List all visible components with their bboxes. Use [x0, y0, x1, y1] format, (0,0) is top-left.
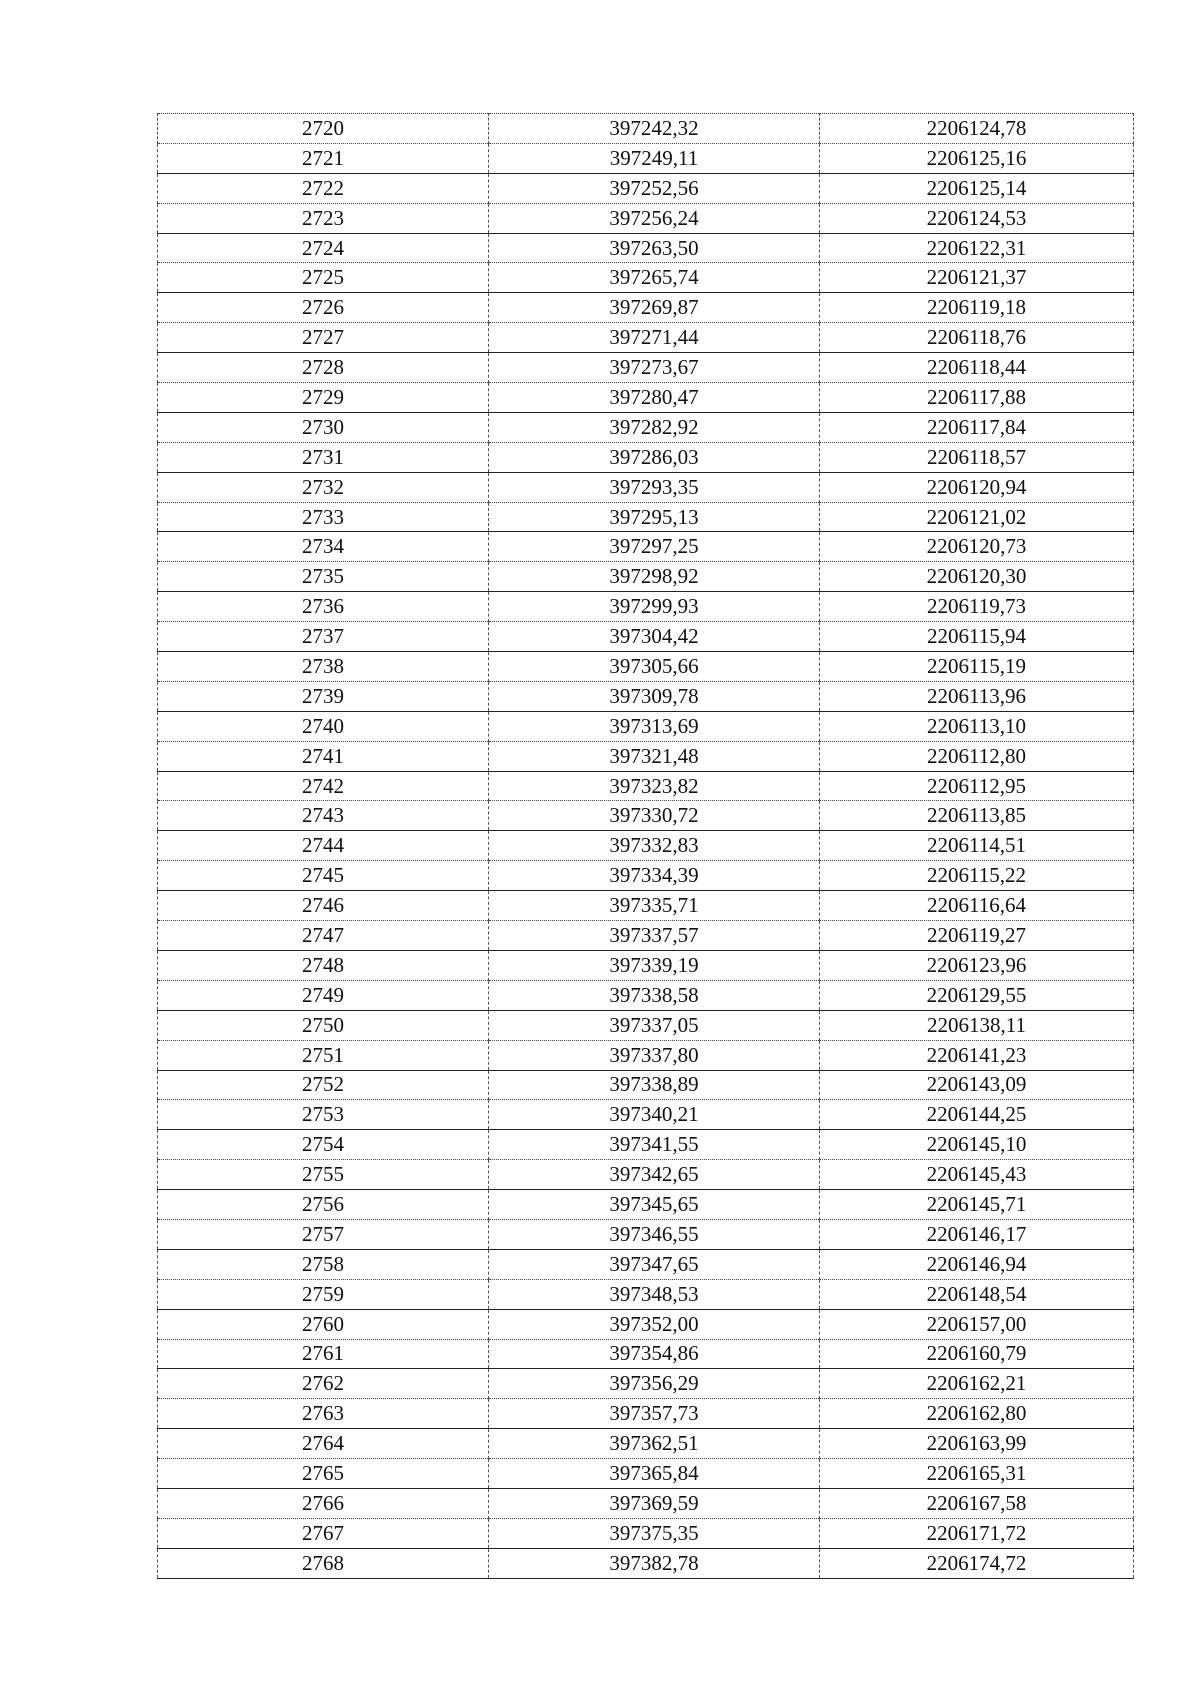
coordinates-table: [157, 113, 1134, 1579]
y-coordinate-cell: 2206115,22: [820, 861, 1134, 891]
point-number-cell: 2742: [158, 771, 489, 801]
table-row: [158, 1010, 1134, 1040]
x-coordinate-cell: 397357,73: [489, 1399, 820, 1429]
point-number-cell: 2753: [158, 1100, 489, 1130]
table-row: [158, 801, 1134, 831]
point-number-cell: 2764: [158, 1429, 489, 1459]
y-coordinate-cell: 2206114,51: [820, 831, 1134, 861]
table-row: [158, 950, 1134, 980]
table-row: [158, 143, 1134, 173]
point-number-cell: 2752: [158, 1070, 489, 1100]
y-coordinate-cell: 2206165,31: [820, 1459, 1134, 1489]
y-coordinate-cell: 2206124,78: [820, 114, 1134, 144]
x-coordinate-cell: 397297,25: [489, 532, 820, 562]
x-coordinate-cell: 397347,65: [489, 1249, 820, 1279]
table-row: [158, 1459, 1134, 1489]
y-coordinate-cell: 2206119,73: [820, 592, 1134, 622]
y-coordinate-cell: 2206113,10: [820, 711, 1134, 741]
y-coordinate-cell: 2206145,71: [820, 1190, 1134, 1220]
table-row: [158, 532, 1134, 562]
x-coordinate-cell: 397242,32: [489, 114, 820, 144]
y-coordinate-cell: 2206122,31: [820, 233, 1134, 263]
table-row: [158, 1100, 1134, 1130]
x-coordinate-cell: 397313,69: [489, 711, 820, 741]
point-number-cell: 2730: [158, 412, 489, 442]
y-coordinate-cell: 2206121,37: [820, 263, 1134, 293]
y-coordinate-cell: 2206125,14: [820, 173, 1134, 203]
y-coordinate-cell: 2206125,16: [820, 143, 1134, 173]
table-row: [158, 502, 1134, 532]
y-coordinate-cell: 2206143,09: [820, 1070, 1134, 1100]
point-number-cell: 2761: [158, 1339, 489, 1369]
x-coordinate-cell: 397304,42: [489, 622, 820, 652]
table-row: [158, 412, 1134, 442]
y-coordinate-cell: 2206118,76: [820, 323, 1134, 353]
point-number-cell: 2745: [158, 861, 489, 891]
table-row: [158, 741, 1134, 771]
y-coordinate-cell: 2206119,27: [820, 921, 1134, 951]
y-coordinate-cell: 2206138,11: [820, 1010, 1134, 1040]
y-coordinate-cell: 2206120,30: [820, 562, 1134, 592]
point-number-cell: 2767: [158, 1518, 489, 1548]
table-row: [158, 622, 1134, 652]
y-coordinate-cell: 2206113,96: [820, 681, 1134, 711]
point-number-cell: 2758: [158, 1249, 489, 1279]
table-row: [158, 442, 1134, 472]
x-coordinate-cell: 397337,05: [489, 1010, 820, 1040]
x-coordinate-cell: 397334,39: [489, 861, 820, 891]
y-coordinate-cell: 2206148,54: [820, 1279, 1134, 1309]
x-coordinate-cell: 397280,47: [489, 383, 820, 413]
table-row: [158, 203, 1134, 233]
y-coordinate-cell: 2206171,72: [820, 1518, 1134, 1548]
y-coordinate-cell: 2206124,53: [820, 203, 1134, 233]
table-row: [158, 173, 1134, 203]
table-row: [158, 592, 1134, 622]
table-row: [158, 921, 1134, 951]
point-number-cell: 2728: [158, 353, 489, 383]
y-coordinate-cell: 2206117,88: [820, 383, 1134, 413]
table-row: [158, 1309, 1134, 1339]
point-number-cell: 2725: [158, 263, 489, 293]
x-coordinate-cell: 397271,44: [489, 323, 820, 353]
point-number-cell: 2768: [158, 1548, 489, 1578]
point-number-cell: 2731: [158, 442, 489, 472]
table-row: [158, 1070, 1134, 1100]
point-number-cell: 2726: [158, 293, 489, 323]
point-number-cell: 2757: [158, 1219, 489, 1249]
point-number-cell: 2743: [158, 801, 489, 831]
x-coordinate-cell: 397321,48: [489, 741, 820, 771]
x-coordinate-cell: 397323,82: [489, 771, 820, 801]
x-coordinate-cell: 397338,58: [489, 980, 820, 1010]
x-coordinate-cell: 397263,50: [489, 233, 820, 263]
x-coordinate-cell: 397362,51: [489, 1429, 820, 1459]
point-number-cell: 2724: [158, 233, 489, 263]
y-coordinate-cell: 2206162,80: [820, 1399, 1134, 1429]
y-coordinate-cell: 2206163,99: [820, 1429, 1134, 1459]
x-coordinate-cell: 397335,71: [489, 891, 820, 921]
y-coordinate-cell: 2206112,80: [820, 741, 1134, 771]
point-number-cell: 2751: [158, 1040, 489, 1070]
x-coordinate-cell: 397295,13: [489, 502, 820, 532]
x-coordinate-cell: 397338,89: [489, 1070, 820, 1100]
y-coordinate-cell: 2206141,23: [820, 1040, 1134, 1070]
y-coordinate-cell: 2206115,94: [820, 622, 1134, 652]
x-coordinate-cell: 397265,74: [489, 263, 820, 293]
x-coordinate-cell: 397282,92: [489, 412, 820, 442]
y-coordinate-cell: 2206112,95: [820, 771, 1134, 801]
y-coordinate-cell: 2206116,64: [820, 891, 1134, 921]
point-number-cell: 2765: [158, 1459, 489, 1489]
x-coordinate-cell: 397382,78: [489, 1548, 820, 1578]
table-row: [158, 1518, 1134, 1548]
table-row: [158, 1339, 1134, 1369]
y-coordinate-cell: 2206129,55: [820, 980, 1134, 1010]
table-row: [158, 1429, 1134, 1459]
table-row: [158, 1249, 1134, 1279]
table-row: [158, 114, 1134, 144]
point-number-cell: 2738: [158, 652, 489, 682]
x-coordinate-cell: 397305,66: [489, 652, 820, 682]
y-coordinate-cell: 2206167,58: [820, 1488, 1134, 1518]
x-coordinate-cell: 397369,59: [489, 1488, 820, 1518]
table-row: [158, 472, 1134, 502]
y-coordinate-cell: 2206113,85: [820, 801, 1134, 831]
x-coordinate-cell: 397273,67: [489, 353, 820, 383]
point-number-cell: 2750: [158, 1010, 489, 1040]
point-number-cell: 2741: [158, 741, 489, 771]
y-coordinate-cell: 2206118,44: [820, 353, 1134, 383]
point-number-cell: 2746: [158, 891, 489, 921]
y-coordinate-cell: 2206146,17: [820, 1219, 1134, 1249]
point-number-cell: 2723: [158, 203, 489, 233]
point-number-cell: 2734: [158, 532, 489, 562]
y-coordinate-cell: 2206119,18: [820, 293, 1134, 323]
x-coordinate-cell: 397354,86: [489, 1339, 820, 1369]
x-coordinate-cell: 397339,19: [489, 950, 820, 980]
x-coordinate-cell: 397337,57: [489, 921, 820, 951]
table-row: [158, 263, 1134, 293]
point-number-cell: 2737: [158, 622, 489, 652]
y-coordinate-cell: 2206145,10: [820, 1130, 1134, 1160]
table-row: [158, 980, 1134, 1010]
table-row: [158, 652, 1134, 682]
point-number-cell: 2754: [158, 1130, 489, 1160]
y-coordinate-cell: 2206120,73: [820, 532, 1134, 562]
x-coordinate-cell: 397356,29: [489, 1369, 820, 1399]
table-row: [158, 353, 1134, 383]
y-coordinate-cell: 2206146,94: [820, 1249, 1134, 1279]
point-number-cell: 2740: [158, 711, 489, 741]
table-row: [158, 323, 1134, 353]
point-number-cell: 2729: [158, 383, 489, 413]
x-coordinate-cell: 397365,84: [489, 1459, 820, 1489]
y-coordinate-cell: 2206162,21: [820, 1369, 1134, 1399]
point-number-cell: 2722: [158, 173, 489, 203]
table-row: [158, 861, 1134, 891]
table-row: [158, 681, 1134, 711]
y-coordinate-cell: 2206121,02: [820, 502, 1134, 532]
table-row: [158, 1369, 1134, 1399]
point-number-cell: 2727: [158, 323, 489, 353]
y-coordinate-cell: 2206115,19: [820, 652, 1134, 682]
y-coordinate-cell: 2206144,25: [820, 1100, 1134, 1130]
y-coordinate-cell: 2206120,94: [820, 472, 1134, 502]
point-number-cell: 2759: [158, 1279, 489, 1309]
point-number-cell: 2755: [158, 1160, 489, 1190]
table-row: [158, 1190, 1134, 1220]
table-row: [158, 1160, 1134, 1190]
table-row: [158, 711, 1134, 741]
y-coordinate-cell: 2206160,79: [820, 1339, 1134, 1369]
x-coordinate-cell: 397269,87: [489, 293, 820, 323]
table-row: [158, 1488, 1134, 1518]
x-coordinate-cell: 397256,24: [489, 203, 820, 233]
x-coordinate-cell: 397298,92: [489, 562, 820, 592]
x-coordinate-cell: 397252,56: [489, 173, 820, 203]
table-row: [158, 1130, 1134, 1160]
point-number-cell: 2736: [158, 592, 489, 622]
table-row: [158, 562, 1134, 592]
point-number-cell: 2733: [158, 502, 489, 532]
y-coordinate-cell: 2206145,43: [820, 1160, 1134, 1190]
table-row: [158, 383, 1134, 413]
x-coordinate-cell: 397346,55: [489, 1219, 820, 1249]
x-coordinate-cell: 397340,21: [489, 1100, 820, 1130]
x-coordinate-cell: 397332,83: [489, 831, 820, 861]
x-coordinate-cell: 397341,55: [489, 1130, 820, 1160]
point-number-cell: 2749: [158, 980, 489, 1010]
table-row: [158, 293, 1134, 323]
table-row: [158, 1279, 1134, 1309]
x-coordinate-cell: 397337,80: [489, 1040, 820, 1070]
point-number-cell: 2720: [158, 114, 489, 144]
point-number-cell: 2744: [158, 831, 489, 861]
y-coordinate-cell: 2206157,00: [820, 1309, 1134, 1339]
point-number-cell: 2756: [158, 1190, 489, 1220]
x-coordinate-cell: 397345,65: [489, 1190, 820, 1220]
x-coordinate-cell: 397293,35: [489, 472, 820, 502]
y-coordinate-cell: 2206123,96: [820, 950, 1134, 980]
point-number-cell: 2747: [158, 921, 489, 951]
table-row: [158, 1399, 1134, 1429]
table-row: [158, 831, 1134, 861]
point-number-cell: 2766: [158, 1488, 489, 1518]
table-row: [158, 771, 1134, 801]
point-number-cell: 2763: [158, 1399, 489, 1429]
point-number-cell: 2735: [158, 562, 489, 592]
x-coordinate-cell: 397299,93: [489, 592, 820, 622]
point-number-cell: 2748: [158, 950, 489, 980]
x-coordinate-cell: 397286,03: [489, 442, 820, 472]
x-coordinate-cell: 397330,72: [489, 801, 820, 831]
point-number-cell: 2732: [158, 472, 489, 502]
x-coordinate-cell: 397348,53: [489, 1279, 820, 1309]
x-coordinate-cell: 397352,00: [489, 1309, 820, 1339]
point-number-cell: 2739: [158, 681, 489, 711]
table-row: [158, 891, 1134, 921]
table-row: [158, 233, 1134, 263]
y-coordinate-cell: 2206117,84: [820, 412, 1134, 442]
point-number-cell: 2762: [158, 1369, 489, 1399]
point-number-cell: 2721: [158, 143, 489, 173]
x-coordinate-cell: 397342,65: [489, 1160, 820, 1190]
table-row: [158, 1219, 1134, 1249]
point-number-cell: 2760: [158, 1309, 489, 1339]
x-coordinate-cell: 397309,78: [489, 681, 820, 711]
y-coordinate-cell: 2206174,72: [820, 1548, 1134, 1578]
y-coordinate-cell: 2206118,57: [820, 442, 1134, 472]
table-row: [158, 1040, 1134, 1070]
table-row: [158, 1548, 1134, 1578]
coordinates-table-body: [158, 114, 1134, 1579]
x-coordinate-cell: 397375,35: [489, 1518, 820, 1548]
x-coordinate-cell: 397249,11: [489, 143, 820, 173]
